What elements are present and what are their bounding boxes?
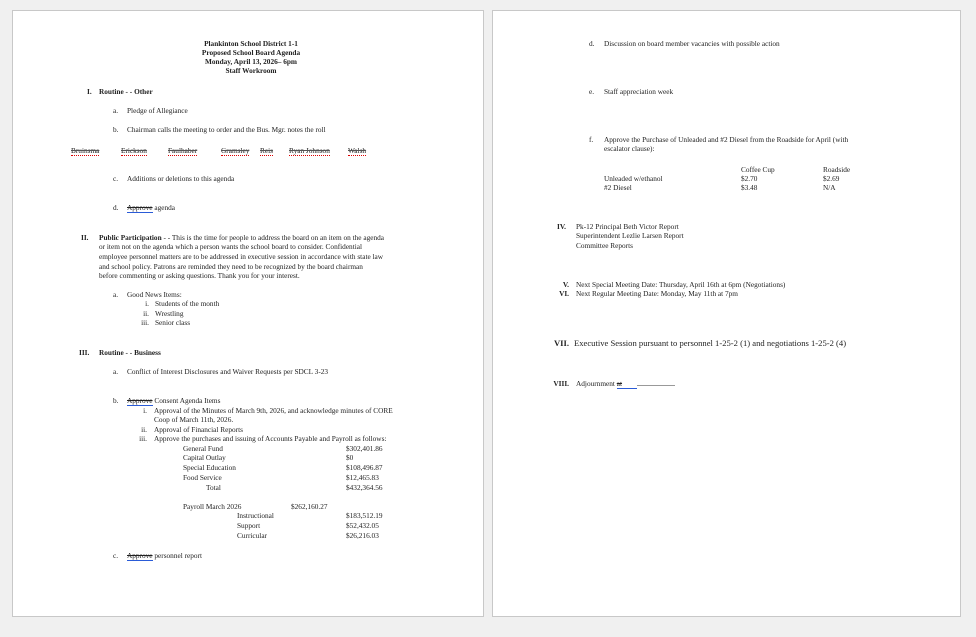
item-text-rest: agenda [154, 203, 176, 212]
subitem-num: ii. [141, 425, 147, 434]
item-text-rest: Consent Agenda Items [154, 396, 221, 405]
payroll-category: Instructional [237, 511, 274, 520]
section-num: VII. [553, 338, 569, 348]
paragraph-line: and school policy. Patrons are reminded they need to be recognized by the board chairman [99, 262, 363, 271]
item-label: f. [589, 135, 594, 144]
subitem-num: ii. [143, 309, 149, 318]
item-text [127, 203, 175, 212]
roll-name: Gramsley [221, 146, 250, 155]
section-num: III. [79, 348, 90, 357]
item-label: c. [113, 174, 119, 183]
item-text: Conflict of Interest Disclosures and Waiver Requests per SDCL 3-23 [127, 367, 329, 376]
section-text: Next Special Meeting Date: Thursday, April 16th at 6pm (Negotiations) [576, 280, 786, 289]
fund-amount: $0 [346, 453, 354, 462]
doc-subtitle: Proposed School Board Agenda [201, 48, 301, 57]
tracked-deletion: Approve [127, 551, 153, 560]
fuel-price: N/A [823, 183, 836, 192]
fund-name: Food Service [183, 473, 222, 482]
section-title: Routine - - Business [99, 348, 161, 357]
payroll-amount: $262,160.27 [291, 502, 328, 511]
roll-name: Faulhaber [168, 146, 198, 155]
payroll-label: Payroll March 2026 [183, 502, 242, 511]
item-text: Additions or deletions to this agenda [127, 174, 235, 183]
item-label: a. [113, 106, 119, 115]
fund-name: Capital Outlay [183, 453, 226, 462]
tracked-deletion: at [617, 379, 637, 389]
tracked-deletion: Approve [127, 203, 153, 212]
roll-name: Ryan Johnson [289, 146, 330, 155]
section-num: IV. [557, 222, 566, 231]
subitem-num: i. [143, 406, 147, 415]
item-label: c. [113, 551, 119, 560]
item-label: a. [113, 290, 119, 299]
fund-name: General Fund [183, 444, 223, 453]
subitem-text: Approval of Financial Reports [154, 425, 243, 434]
section-num: VIII. [553, 379, 569, 388]
fuel-price: $3.48 [741, 183, 758, 192]
item-label: d. [589, 39, 595, 48]
payroll-category-amount: $26,216.03 [346, 531, 379, 540]
fuel-header: Coffee Cup [741, 165, 775, 174]
subitem-text: Coop of March 11th, 2026. [154, 415, 234, 424]
section-num: V. [562, 280, 569, 289]
section-num: I. [87, 87, 92, 96]
fund-amount: $302,401.86 [346, 444, 383, 453]
subitem-text: Wrestling [155, 309, 184, 318]
item-label: b. [113, 125, 119, 134]
fund-amount: $108,496.87 [346, 463, 383, 472]
blank-line [637, 385, 675, 386]
paragraph-line: or item not on the agenda which a person wants the school board to consider. Confidential [99, 242, 363, 251]
section-text: Next Regular Meeting Date: Monday, May 11th at 7pm [576, 289, 738, 298]
section-num: VI. [559, 289, 569, 298]
section-title: Public Participation [99, 233, 162, 242]
paragraph-line: employee personnel matters are to be addressed in executive session in accordance with state law [99, 252, 384, 261]
item-text [127, 551, 202, 560]
subitem-text: Approve the purchases and issuing of Accounts Payable and Payroll as follows: [154, 434, 387, 443]
payroll-category-amount: $183,512.19 [346, 511, 383, 520]
payroll-category: Curricular [237, 531, 267, 540]
roll-name: Walsh [348, 146, 367, 155]
item-text: Approve the Purchase of Unleaded and #2 Diesel from the Roadside for April (with [604, 135, 849, 144]
adjournment-label: Adjournment [576, 379, 615, 388]
paragraph-line: - - This is the time for people to address the board on an item on the agenda [163, 233, 385, 242]
section-title: Routine - - Other [99, 87, 153, 96]
report-line: Committee Reports [576, 241, 633, 250]
subitem-num: i. [145, 299, 149, 308]
item-text: Good News Items: [127, 290, 182, 299]
item-text: Chairman calls the meeting to order and the Bus. Mgr. notes the roll [127, 125, 326, 134]
page-2 [492, 10, 961, 617]
roll-name: Reis [260, 146, 273, 155]
section-text: Executive Session pursuant to personnel 1-25-2 (1) and negotiations 1-25-2 (4) [574, 338, 847, 348]
report-line: Superintendent Lezlie Larsen Report [576, 231, 684, 240]
doc-date: Monday, April 13, 2026– 6pm [204, 57, 298, 66]
subitem-text: Approval of the Minutes of March 9th, 2026, and acknowledge minutes of CORE [154, 406, 393, 415]
fuel-type: #2 Diesel [604, 183, 632, 192]
item-text: Staff appreciation week [604, 87, 674, 96]
total-amount: $432,364.56 [346, 483, 383, 492]
roll-name: Bruinsma [71, 146, 100, 155]
section-text [576, 379, 675, 389]
item-label: d. [113, 203, 119, 212]
item-text: Discussion on board member vacancies with possible action [604, 39, 780, 48]
payroll-category-amount: $52,432.05 [346, 521, 379, 530]
tracked-deletion: Approve [127, 396, 153, 405]
subitem-text: Senior class [155, 318, 191, 327]
item-text: escalator clause): [604, 144, 655, 153]
subitem-num: iii. [141, 318, 149, 327]
fuel-type: Unleaded w/ethanol [604, 174, 663, 183]
section-paragraph [99, 233, 384, 242]
fund-amount: $12,465.83 [346, 473, 379, 482]
item-text: Pledge of Allegiance [127, 106, 188, 115]
item-text [127, 396, 220, 405]
fund-name: Special Education [183, 463, 236, 472]
page-1 [12, 10, 484, 617]
doc-title: Plankinton School District 1-1 [204, 39, 298, 48]
fuel-price: $2.70 [741, 174, 758, 183]
subitem-num: iii. [139, 434, 147, 443]
payroll-category: Support [237, 521, 261, 530]
item-label: a. [113, 367, 119, 376]
subitem-text: Students of the month [155, 299, 220, 308]
total-label: Total [206, 483, 221, 492]
doc-location: Staff Workroom [225, 66, 277, 75]
fuel-price: $2.69 [823, 174, 840, 183]
section-num: II. [81, 233, 89, 242]
item-label: e. [589, 87, 595, 96]
fuel-header: Roadside [823, 165, 851, 174]
paragraph-line: before commenting or asking questions. Thank you for your interest. [99, 271, 300, 280]
roll-name: Erickson [121, 146, 147, 155]
item-text-rest: personnel report [154, 551, 202, 560]
item-label: b. [113, 396, 119, 405]
report-line: Pk-12 Principal Beth Victor Report [576, 222, 679, 231]
